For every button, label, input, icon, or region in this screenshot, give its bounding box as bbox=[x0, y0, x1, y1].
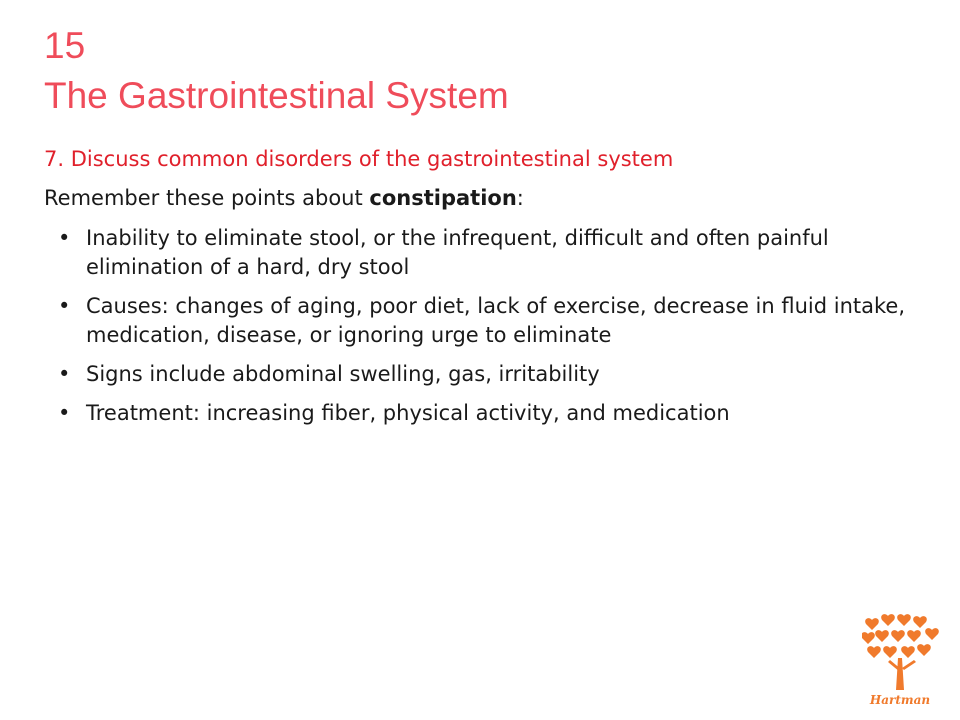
bullet-marker: • bbox=[58, 401, 71, 425]
chapter-number: 15 bbox=[44, 25, 86, 66]
bullet-marker: • bbox=[58, 294, 71, 318]
hartman-wordmark: Hartman bbox=[869, 693, 931, 707]
bullet-text: Inability to eliminate stool, or the infrequent, difficult and often painful elimination of a hard, dry stool bbox=[86, 226, 829, 279]
bullet-text: Causes: changes of aging, poor diet, lack of exercise, decrease in fluid intake, medication, disease, or ignoring urge to eliminate bbox=[86, 294, 905, 347]
heart-tree-icon bbox=[862, 614, 939, 690]
bullet-list bbox=[58, 224, 938, 438]
bullet-marker: • bbox=[58, 362, 71, 386]
intro-colon: : bbox=[516, 186, 524, 210]
intro-text bbox=[44, 184, 524, 212]
bullet-item bbox=[58, 292, 938, 350]
chapter-title: The Gastrointestinal System bbox=[44, 75, 509, 116]
intro-keyword: constipation bbox=[369, 186, 517, 210]
bullet-item bbox=[58, 224, 938, 282]
hartman-logo bbox=[862, 612, 940, 708]
bullet-text: Treatment: increasing fiber, physical activity, and medication bbox=[86, 401, 730, 425]
intro-lead: Remember these points about bbox=[44, 186, 370, 210]
bullet-marker: • bbox=[58, 226, 71, 250]
bullet-text: Signs include abdominal swelling, gas, irritability bbox=[86, 362, 600, 386]
learning-objective: 7. Discuss common disorders of the gastrointestinal system bbox=[44, 147, 674, 171]
bullet-item bbox=[58, 360, 938, 389]
bullet-item bbox=[58, 399, 938, 428]
